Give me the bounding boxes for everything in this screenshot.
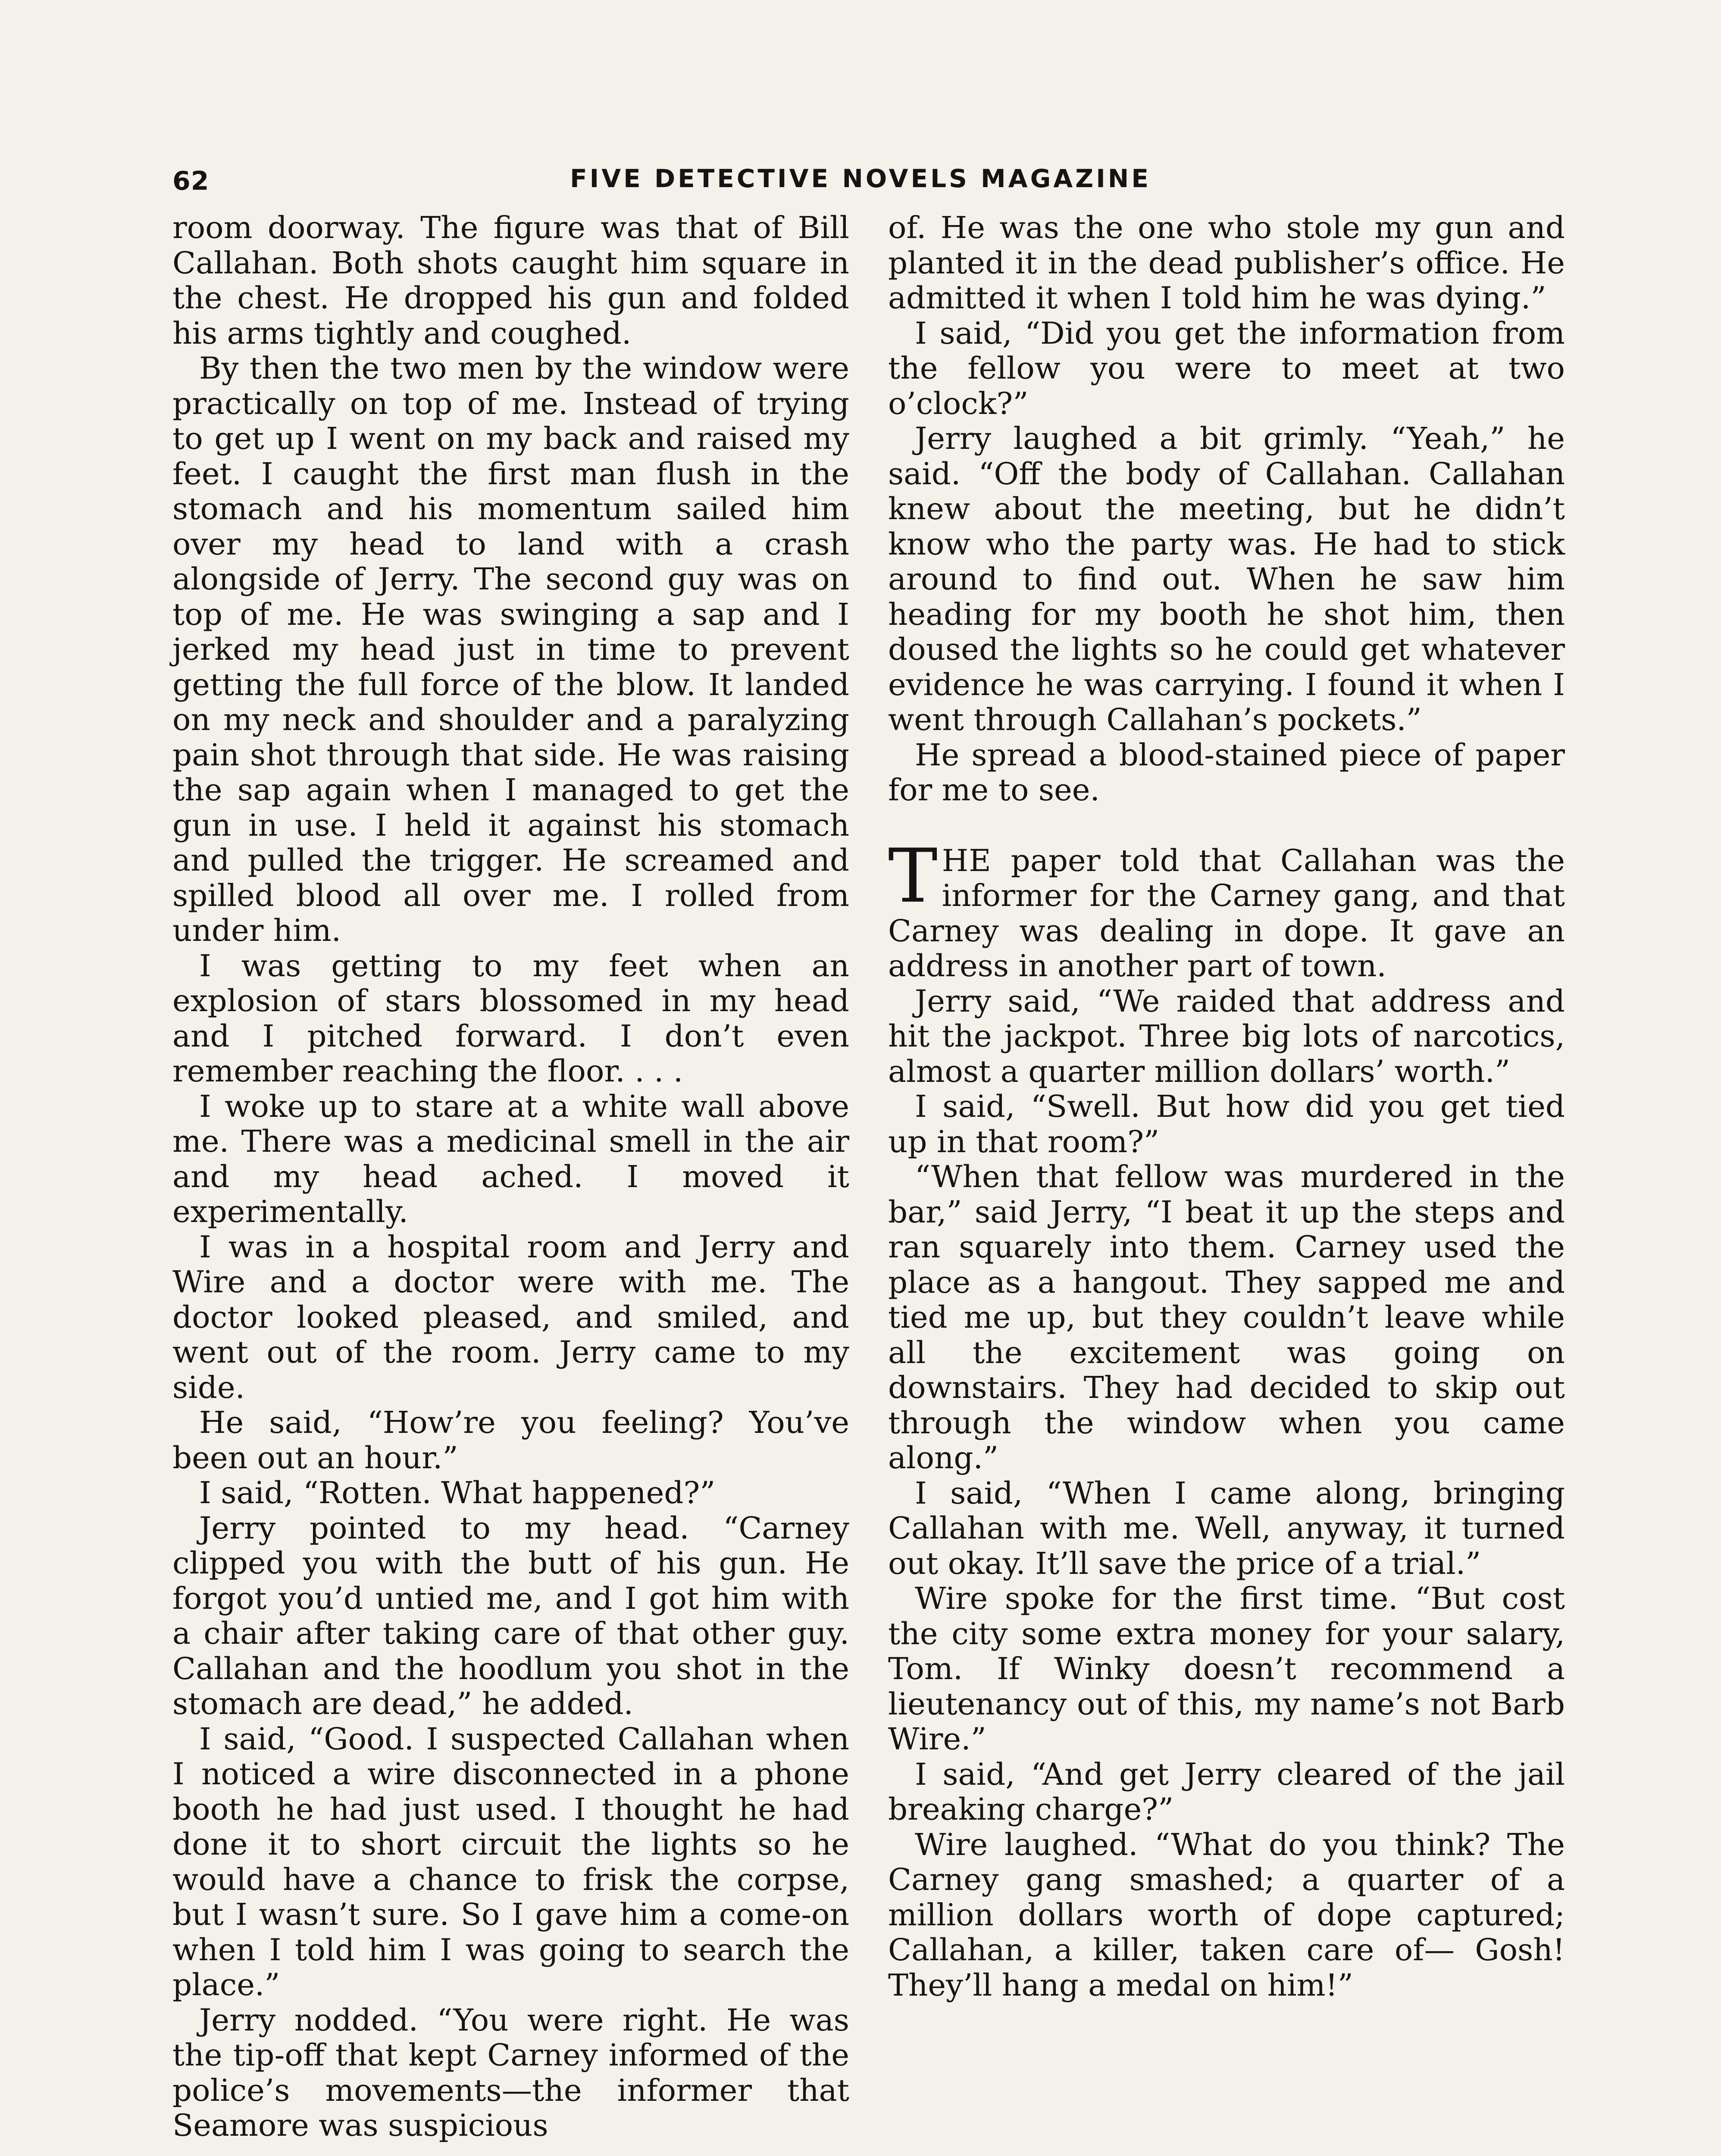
paragraph: room doorway. The figure was that of Bill Callahan. Both shots caught him square in the chest. He dropped his gun and folded his arms tightly and coughed. — [172, 210, 849, 351]
paragraph: Jerry said, “We raided that address and hit the jackpot. Three big lots of narcotics, almost a quarter million dollars’ worth.” — [888, 983, 1565, 1089]
paragraph: By then the two men by the window were practically on top of me. Instead of trying to get up I went on my back and raised my feet. I caught the first man flush in the stomach and his momentum sailed him over my head to land with a crash alongside of Jerry. The second guy was on top of me. He was swinging a sap and I jerked my head just in time to prevent getting the full force of the blow. It landed on my neck and shoulder and a paralyzing pain shot through that side. He was raising the sap again when I managed to get the gun in use. I held it against his stomach and pulled the trigger. He screamed and spilled blood all over me. I rolled from under him. — [172, 351, 849, 948]
paragraph: I was getting to my feet when an explosion of stars blossomed in my head and I pitched forward. I don’t even remember reaching the floor. . . . — [172, 948, 849, 1089]
right-column — [888, 210, 1565, 2003]
paragraph: “When that fellow was murdered in the bar,” said Jerry, “I beat it up the steps and ran squarely into them. Carney used the place as a hangout. They sapped me and tied me up, but they couldn’t leave while all the excitement was going on downstairs. They had decided to skip out through the window when you came along.” — [888, 1159, 1565, 1476]
paragraph: Wire spoke for the first time. “But cost the city some extra money for your salary, Tom. If Winky doesn’t recommend a lieutenancy out of this, my name’s not Barb Wire.” — [888, 1581, 1565, 1757]
paragraph: I was in a hospital room and Jerry and Wire and a doctor were with me. The doctor looked pleased, and smiled, and went out of the room. Jerry came to my side. — [172, 1229, 849, 1405]
paragraph: I said, “When I came along, bringing Callahan with me. Well, anyway, it turned out okay. It’ll save the price of a trial.” — [888, 1475, 1565, 1581]
page-number: 62 — [172, 166, 210, 196]
drop-cap: T — [888, 832, 938, 919]
paragraph: He said, “How’re you feeling? You’ve been out an hour.” — [172, 1405, 849, 1476]
running-head: FIVE DETECTIVE NOVELS MAGAZINE — [570, 164, 1151, 193]
paragraph: Jerry pointed to my head. “Carney clipped you with the butt of his gun. He forgot you’d untied me, and I got him with a chair after taking care of that other guy. Callahan and the hoodlum you shot in the stomach are dead,” he added. — [172, 1510, 849, 1721]
paragraph: I said, “Did you get the information from the fellow you were to meet at two o’clock?” — [888, 315, 1565, 421]
paragraph: I woke up to stare at a white wall above me. There was a medicinal smell in the air and my head ached. I moved it experimentally. — [172, 1088, 849, 1229]
section-opening-paragraph — [888, 832, 1565, 984]
lead-word: HE — [942, 843, 992, 878]
paragraph: I said, “Swell. But how did you get tied up in that room?” — [888, 1089, 1565, 1159]
paragraph: of. He was the one who stole my gun and planted it in the dead publisher’s office. He admitted it when I told him he was dying.” — [888, 210, 1565, 316]
paragraph: I said, “Good. I suspected Callahan when I noticed a wire disconnected in a phone booth he had just used. I thought he had done it to short circuit the lights so he would have a chance to frisk the corpse, but I wasn’t sure. So I gave him a come-on when I told him I was going to search the place.” — [172, 1721, 849, 2002]
paragraph: I said, “Rotten. What happened?” — [199, 1475, 716, 1510]
paragraph: Jerry laughed a bit grimly. “Yeah,” he said. “Off the body of Callahan. Callahan knew about the meeting, but he didn’t know who the party was. He had to stick around to find out. When he saw him heading for my booth he shot him, then doused the lights so he could get whatever evidence he was carrying. I found it when I went through Callahan’s pockets.” — [888, 421, 1565, 737]
paragraph: He spread a blood-stained piece of paper for me to see. — [888, 737, 1565, 808]
paragraph: Jerry nodded. “You were right. He was the tip-off that kept Carney informed of the police’s movements—the informer that Seamore was suspicious — [172, 2002, 849, 2143]
paragraph: I said, “And get Jerry cleared of the jail breaking charge?” — [888, 1756, 1565, 1827]
left-column — [172, 210, 849, 2143]
paragraph-text: paper told that Callahan was the informer for the Carney gang, and that Carney was dealing in dope. It gave an address in another part of town. — [888, 843, 1565, 984]
paragraph: Wire laughed. “What do you think? The Carney gang smashed; a quarter of a million dollars worth of dope captured; Callahan, a killer, taken care of— Gosh! They’ll hang a medal on him!” — [888, 1827, 1565, 2003]
